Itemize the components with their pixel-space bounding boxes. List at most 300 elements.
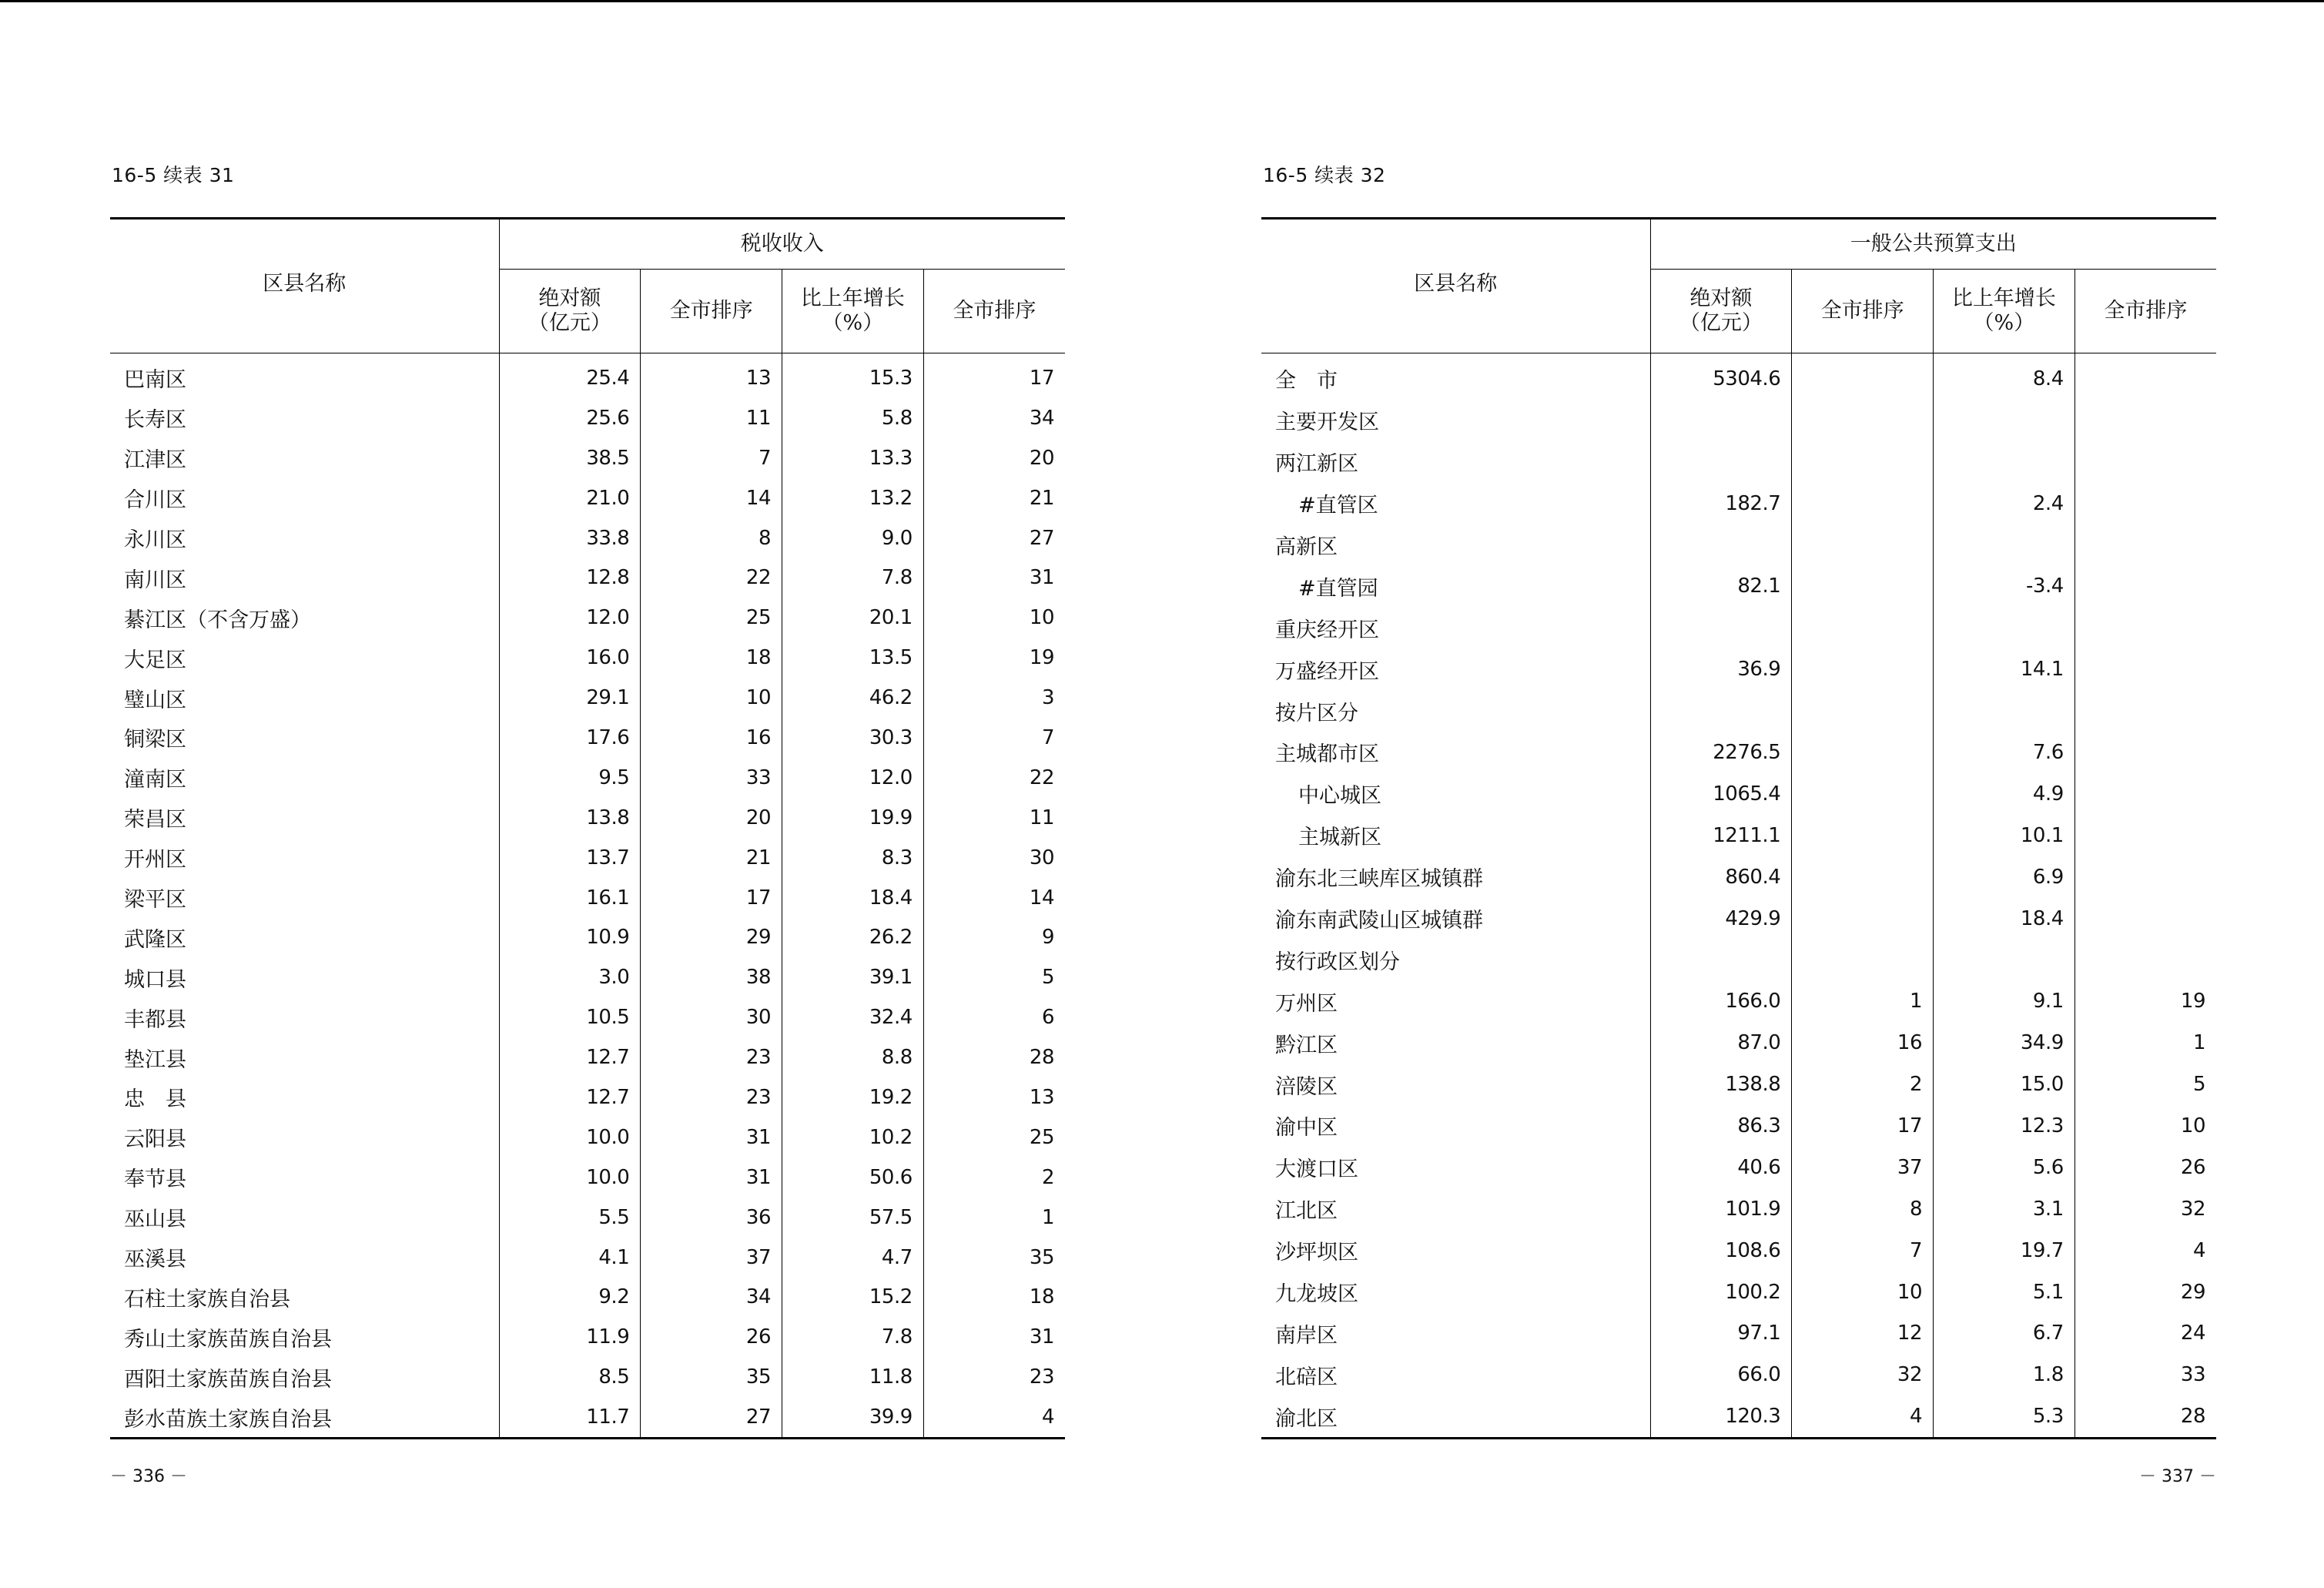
table-cell: 30: [923, 838, 1065, 878]
table-cell: 28: [2075, 1395, 2216, 1438]
table-cell: 35: [641, 1357, 782, 1397]
row-label-text: 秀山土家族苗族自治县: [124, 1327, 332, 1352]
row-label-text: #直管园: [1298, 576, 1378, 601]
table-row: [1261, 773, 2216, 815]
table-cell: 11.9: [499, 1317, 641, 1357]
table-cell: 8.4: [1934, 353, 2075, 400]
table-cell: [1792, 400, 1934, 441]
row-label: [110, 1077, 499, 1117]
row-label: [1261, 1230, 1650, 1271]
column-header: 比上年增长 （%）: [782, 270, 924, 353]
table-row: [110, 1277, 1065, 1317]
table-cell: 19: [2075, 980, 2216, 1022]
table-cell: 12.0: [499, 598, 641, 638]
table-cell: [2075, 524, 2216, 566]
table-row: [110, 798, 1065, 838]
table-row: [1261, 1105, 2216, 1147]
row-label-text: 荣昌区: [124, 808, 186, 833]
table-cell: [1792, 353, 1934, 400]
table-cell: 23: [923, 1357, 1065, 1397]
table-cell: 29.1: [499, 678, 641, 718]
table-cell: 5.6: [1934, 1147, 2075, 1188]
table-cell: 10.9: [499, 917, 641, 957]
table-cell: 16: [641, 718, 782, 758]
table-cell: 16.1: [499, 878, 641, 918]
table-cell: 21: [641, 838, 782, 878]
table-cell: 35: [923, 1238, 1065, 1278]
row-label-text: 云阳县: [124, 1127, 186, 1152]
row-label: [110, 478, 499, 518]
table-row: [110, 1157, 1065, 1198]
table-cell: 21.0: [499, 478, 641, 518]
table-cell: 31: [641, 1157, 782, 1198]
table-cell: 31: [641, 1117, 782, 1157]
table-cell: 23: [641, 1077, 782, 1117]
table-cell: [2075, 732, 2216, 773]
table-cell: 4: [923, 1397, 1065, 1438]
row-label: [1261, 483, 1650, 524]
table-cell: 39.1: [782, 957, 924, 997]
table-cell: 31: [923, 558, 1065, 598]
table-cell: 860.4: [1650, 856, 1792, 898]
table-row: [1261, 815, 2216, 856]
row-label-text: 石柱土家族自治县: [124, 1287, 290, 1312]
table-row: [110, 478, 1065, 518]
column-header: 全市排序: [641, 270, 782, 353]
table-cell: 10.2: [782, 1117, 924, 1157]
table-cell: [1792, 773, 1934, 815]
row-label-text: 酉阳土家族苗族自治县: [124, 1367, 332, 1392]
table-cell: [1650, 690, 1792, 732]
row-label-text: 城口县: [124, 967, 186, 992]
table-cell: 2: [1792, 1064, 1934, 1105]
table-cell: 37: [1792, 1147, 1934, 1188]
column-header-name: 区县名称: [1261, 219, 1650, 353]
table-cell: 18: [923, 1277, 1065, 1317]
table-cell: 13.2: [782, 478, 924, 518]
table-cell: 26.2: [782, 917, 924, 957]
table-cell: 166.0: [1650, 980, 1792, 1022]
table-cell: 26: [2075, 1147, 2216, 1188]
table-cell: 2.4: [1934, 483, 2075, 524]
row-label: [110, 598, 499, 638]
column-header: 绝对额 （亿元）: [1650, 270, 1792, 353]
row-label-text: 綦江区（不含万盛）: [124, 608, 311, 632]
table-cell: [1934, 939, 2075, 980]
table-cell: 57.5: [782, 1198, 924, 1238]
row-label-text: 渝东北三峡库区城镇群: [1275, 867, 1483, 892]
row-label-text: 黔江区: [1275, 1033, 1338, 1057]
page-title: 16-5 续表 32: [1263, 164, 1386, 186]
row-label: [1261, 856, 1650, 898]
table-row: [1261, 1064, 2216, 1105]
table-cell: 24: [2075, 1312, 2216, 1354]
table-cell: 19: [923, 638, 1065, 678]
table-cell: 27: [923, 518, 1065, 558]
table-cell: 37: [641, 1238, 782, 1278]
row-label: [110, 917, 499, 957]
table-cell: [1650, 400, 1792, 441]
page-number: － 336 －: [110, 1467, 187, 1486]
table-cell: [2075, 815, 2216, 856]
table-cell: 12.7: [499, 1077, 641, 1117]
table-cell: [2075, 773, 2216, 815]
table-cell: [2075, 483, 2216, 524]
page-title: 16-5 续表 31: [112, 164, 235, 186]
row-label: [1261, 815, 1650, 856]
table-cell: 2: [923, 1157, 1065, 1198]
table-cell: 86.3: [1650, 1105, 1792, 1147]
row-label-text: 巫溪县: [124, 1248, 186, 1272]
row-label-text: 按片区分: [1275, 701, 1358, 725]
table-cell: 10.0: [499, 1117, 641, 1157]
table-cell: 38: [641, 957, 782, 997]
table-cell: 20: [641, 798, 782, 838]
table-cell: 23: [641, 1037, 782, 1077]
row-label: [1261, 773, 1650, 815]
table-cell: 7.8: [782, 1317, 924, 1357]
table-cell: 26: [641, 1317, 782, 1357]
table-row: [1261, 856, 2216, 898]
table-row: [1261, 1022, 2216, 1064]
table-cell: [1934, 524, 2075, 566]
table-cell: 32.4: [782, 997, 924, 1037]
table-cell: 6.7: [1934, 1312, 2075, 1354]
row-label-text: 主要开发区: [1275, 410, 1379, 435]
table-row: [110, 838, 1065, 878]
table-cell: 4.9: [1934, 773, 2075, 815]
table-cell: 33: [641, 758, 782, 798]
table-cell: 8.8: [782, 1037, 924, 1077]
table-cell: [1792, 856, 1934, 898]
table-cell: 17: [923, 353, 1065, 398]
table-row: [1261, 1188, 2216, 1230]
row-label-text: 璧山区: [124, 688, 186, 712]
table-cell: 1: [2075, 1022, 2216, 1064]
row-label: [110, 997, 499, 1037]
table-cell: 50.6: [782, 1157, 924, 1198]
table-row: [110, 558, 1065, 598]
table-cell: 100.2: [1650, 1271, 1792, 1313]
table-cell: 10: [923, 598, 1065, 638]
column-header: 比上年增长 （%）: [1934, 270, 2075, 353]
table-row: [110, 1037, 1065, 1077]
table-row: [1261, 939, 2216, 980]
row-label: [110, 1157, 499, 1198]
table-cell: 46.2: [782, 678, 924, 718]
table-cell: [1650, 939, 1792, 980]
table-cell: [2075, 400, 2216, 441]
table-row: [110, 638, 1065, 678]
row-label-text: 万盛经开区: [1275, 659, 1379, 684]
table-cell: 3.0: [499, 957, 641, 997]
table-cell: 25.6: [499, 398, 641, 438]
table-row: [110, 1357, 1065, 1397]
left-page: [110, 0, 1065, 1588]
table-cell: [1792, 815, 1934, 856]
table-cell: 34: [923, 398, 1065, 438]
row-label: [1261, 565, 1650, 607]
table-cell: 17: [641, 878, 782, 918]
table-cell: 39.9: [782, 1397, 924, 1438]
table-cell: 31: [923, 1317, 1065, 1357]
table-cell: [1792, 524, 1934, 566]
table-cell: 19.7: [1934, 1230, 2075, 1271]
table-cell: 10.1: [1934, 815, 2075, 856]
row-label: [1261, 1188, 1650, 1230]
table-cell: 10.5: [499, 997, 641, 1037]
row-label-text: 主城新区: [1298, 826, 1381, 850]
table-cell: 5304.6: [1650, 353, 1792, 400]
row-label-text: 北碚区: [1275, 1365, 1338, 1389]
table-cell: -3.4: [1934, 565, 2075, 607]
table-row: [1261, 980, 2216, 1022]
row-label-text: 沙坪坝区: [1275, 1241, 1358, 1265]
row-label: [110, 878, 499, 918]
row-label-text: 万州区: [1275, 991, 1338, 1016]
table-cell: [1792, 565, 1934, 607]
table-cell: 82.1: [1650, 565, 1792, 607]
table-cell: 19.9: [782, 798, 924, 838]
row-label-text: 武隆区: [124, 927, 186, 952]
row-label: [1261, 353, 1650, 400]
table-row: [110, 878, 1065, 918]
table-cell: 11: [923, 798, 1065, 838]
row-label: [1261, 980, 1650, 1022]
table-cell: 8.5: [499, 1357, 641, 1397]
row-label-text: 南川区: [124, 568, 186, 592]
table-cell: 7.6: [1934, 732, 2075, 773]
table-cell: 2276.5: [1650, 732, 1792, 773]
table-cell: 10: [2075, 1105, 2216, 1147]
table-cell: 6: [923, 997, 1065, 1037]
table-cell: 22: [923, 758, 1065, 798]
table-row: [110, 1317, 1065, 1357]
row-label: [110, 1277, 499, 1317]
table-cell: 28: [923, 1037, 1065, 1077]
row-label: [1261, 648, 1650, 690]
row-label: [1261, 1354, 1650, 1395]
table-cell: 108.6: [1650, 1230, 1792, 1271]
table-cell: 33: [2075, 1354, 2216, 1395]
row-label-text: 合川区: [124, 488, 186, 513]
table-cell: [1792, 483, 1934, 524]
table-cell: 5.5: [499, 1198, 641, 1238]
table-cell: 18: [641, 638, 782, 678]
table-cell: 87.0: [1650, 1022, 1792, 1064]
table-cell: 138.8: [1650, 1064, 1792, 1105]
table-cell: [2075, 939, 2216, 980]
table-cell: [1934, 607, 2075, 648]
table-cell: 8: [641, 518, 782, 558]
table-cell: 15.2: [782, 1277, 924, 1317]
table-cell: 30.3: [782, 718, 924, 758]
table-cell: 9: [923, 917, 1065, 957]
table-cell: [2075, 690, 2216, 732]
table-row: [1261, 400, 2216, 441]
table-row: [1261, 1147, 2216, 1188]
column-group-header: 税收收入: [499, 219, 1065, 270]
table-cell: 25: [923, 1117, 1065, 1157]
row-label-text: 渝中区: [1275, 1116, 1338, 1141]
table-row: [110, 1397, 1065, 1438]
table-cell: 429.9: [1650, 898, 1792, 940]
table-cell: [1934, 690, 2075, 732]
table-cell: 34: [641, 1277, 782, 1317]
row-label-text: 江津区: [124, 448, 186, 473]
table-cell: 19.2: [782, 1077, 924, 1117]
row-label: [110, 758, 499, 798]
table-cell: 1: [923, 1198, 1065, 1238]
table-cell: [1792, 648, 1934, 690]
table-row: [110, 718, 1065, 758]
table-row: [1261, 441, 2216, 483]
table-cell: 4: [2075, 1230, 2216, 1271]
table-cell: 30: [641, 997, 782, 1037]
table-row: [110, 438, 1065, 478]
row-label-text: #直管区: [1298, 494, 1378, 518]
row-label-text: 两江新区: [1275, 452, 1358, 477]
table-cell: 32: [1792, 1354, 1934, 1395]
table-cell: 9.1: [1934, 980, 2075, 1022]
table-cell: [2075, 607, 2216, 648]
table-cell: 13.8: [499, 798, 641, 838]
row-label: [110, 798, 499, 838]
table-cell: 4.1: [499, 1238, 641, 1278]
table-cell: 20: [923, 438, 1065, 478]
table-cell: 5: [2075, 1064, 2216, 1105]
table-cell: 21: [923, 478, 1065, 518]
right-page: [1261, 0, 2216, 1588]
table-cell: 36.9: [1650, 648, 1792, 690]
row-label: [1261, 1064, 1650, 1105]
table-cell: 7: [1792, 1230, 1934, 1271]
table-cell: [1792, 732, 1934, 773]
table-cell: 1: [1792, 980, 1934, 1022]
row-label: [1261, 939, 1650, 980]
table-row: [1261, 898, 2216, 940]
table-cell: 13.5: [782, 638, 924, 678]
table-cell: [1934, 400, 2075, 441]
table-cell: 27: [641, 1397, 782, 1438]
table-cell: [2075, 898, 2216, 940]
table-cell: 120.3: [1650, 1395, 1792, 1438]
table-row: [110, 758, 1065, 798]
row-label: [1261, 1022, 1650, 1064]
row-label: [1261, 1312, 1650, 1354]
table-row: [110, 1238, 1065, 1278]
table-cell: 13: [641, 353, 782, 398]
table-cell: 14: [641, 478, 782, 518]
row-label-text: 奉节县: [124, 1168, 186, 1192]
table-cell: 17.6: [499, 718, 641, 758]
table-cell: [1650, 524, 1792, 566]
row-label: [1261, 524, 1650, 566]
table-cell: 10.0: [499, 1157, 641, 1198]
row-label-text: 大渡口区: [1275, 1157, 1358, 1182]
table-cell: 3.1: [1934, 1188, 2075, 1230]
table-cell: [2075, 856, 2216, 898]
table-row: [110, 518, 1065, 558]
row-label: [1261, 1147, 1650, 1188]
table-row: [110, 1077, 1065, 1117]
table-cell: 34.9: [1934, 1022, 2075, 1064]
table-row: [1261, 690, 2216, 732]
row-label: [110, 518, 499, 558]
row-label: [1261, 898, 1650, 940]
table-row: [1261, 1312, 2216, 1354]
row-label: [1261, 1271, 1650, 1313]
table-cell: [1934, 441, 2075, 483]
table-cell: 29: [2075, 1271, 2216, 1313]
table-cell: [2075, 441, 2216, 483]
row-label-text: 梁平区: [124, 888, 186, 913]
row-label: [1261, 607, 1650, 648]
table-cell: [1792, 690, 1934, 732]
table-row: [110, 917, 1065, 957]
row-label: [110, 1357, 499, 1397]
table-cell: 4: [1792, 1395, 1934, 1438]
row-label-text: 巴南区: [124, 368, 186, 393]
table-cell: 29: [641, 917, 782, 957]
table-cell: [1650, 607, 1792, 648]
row-label-text: 巫山县: [124, 1208, 186, 1232]
row-label: [1261, 1395, 1650, 1438]
table-cell: 5.1: [1934, 1271, 2075, 1313]
table-cell: 101.9: [1650, 1188, 1792, 1230]
table-cell: 9.0: [782, 518, 924, 558]
row-label: [110, 957, 499, 997]
table-cell: 5.8: [782, 398, 924, 438]
row-label-text: 开州区: [124, 848, 186, 873]
table-cell: 1.8: [1934, 1354, 2075, 1395]
row-label: [1261, 441, 1650, 483]
row-label: [110, 838, 499, 878]
table-cell: 14: [923, 878, 1065, 918]
table-row: [110, 997, 1065, 1037]
row-label-text: 垫江县: [124, 1047, 186, 1072]
table-cell: [2075, 353, 2216, 400]
row-label: [1261, 1105, 1650, 1147]
table-cell: 20.1: [782, 598, 924, 638]
table-cell: 13: [923, 1077, 1065, 1117]
column-header: 绝对额 （亿元）: [499, 270, 641, 353]
table-cell: [1792, 441, 1934, 483]
row-label: [110, 398, 499, 438]
table-cell: 5.3: [1934, 1395, 2075, 1438]
table-cell: [1792, 898, 1934, 940]
row-label: [1261, 732, 1650, 773]
row-label: [110, 1198, 499, 1238]
row-label-text: 永川区: [124, 528, 186, 552]
table-cell: 3: [923, 678, 1065, 718]
table-cell: 12: [1792, 1312, 1934, 1354]
column-header: 全市排序: [923, 270, 1065, 353]
table-row: [1261, 483, 2216, 524]
table-cell: 9.2: [499, 1277, 641, 1317]
column-header: 全市排序: [2075, 270, 2216, 353]
row-label-text: 南岸区: [1275, 1323, 1338, 1348]
column-header-name: 区县名称: [110, 219, 499, 353]
table-cell: 12.0: [782, 758, 924, 798]
row-label: [110, 558, 499, 598]
public-budget-expenditure-table: [1261, 217, 2216, 1439]
row-label-text: 九龙坡区: [1275, 1282, 1358, 1307]
row-label-text: 大足区: [124, 648, 186, 672]
row-label-text: 彭水苗族土家族自治县: [124, 1407, 332, 1432]
table-cell: 18.4: [782, 878, 924, 918]
table-row: [1261, 648, 2216, 690]
